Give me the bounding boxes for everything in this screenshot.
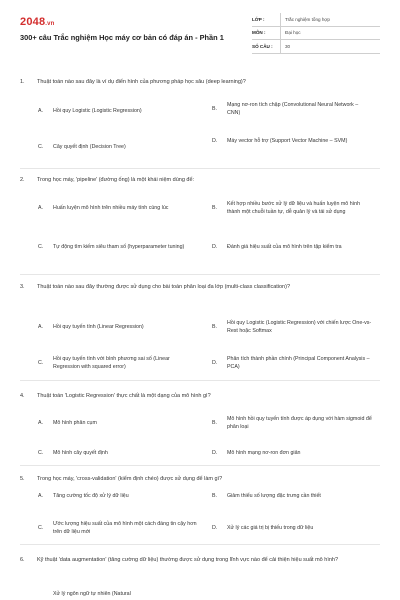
option-5d[interactable] <box>212 525 372 533</box>
option-letter: D. <box>212 244 218 250</box>
divider <box>20 465 380 466</box>
meta-value: Trắc nghiệm tổng hợp <box>280 13 330 26</box>
meta-label: MÔN : <box>252 30 266 36</box>
document-title: 300+ câu Trắc nghiệm Học máy cơ bản có đáp án - Phần 1 <box>20 33 224 42</box>
option-1d[interactable] <box>212 138 372 146</box>
option-text: Cây quyết định (Decision Tree) <box>53 144 126 150</box>
divider <box>20 544 380 545</box>
divider <box>20 168 380 169</box>
option-text: Mô hình mạng nơ-ron đơn giản <box>227 450 301 456</box>
option-letter: B. <box>212 419 218 426</box>
option-5b[interactable] <box>212 493 372 501</box>
option-4a[interactable] <box>38 420 198 428</box>
question-text: Trong học máy, 'cross-validation' (kiểm định chéo) được sử dụng để làm gì? <box>37 476 223 482</box>
option-letter: B. <box>212 105 218 112</box>
option-1a[interactable] <box>38 108 198 116</box>
question-6 <box>20 556 380 564</box>
option-4b[interactable] <box>212 416 372 431</box>
meta-value: 30 <box>280 40 290 53</box>
option-letter: C. <box>38 450 44 456</box>
question-3 <box>20 283 380 291</box>
option-3a[interactable] <box>38 324 198 332</box>
option-2d[interactable] <box>212 244 372 252</box>
option-letter: B. <box>212 323 218 330</box>
option-letter: B. <box>212 204 218 211</box>
meta-table <box>252 13 380 54</box>
option-2b[interactable] <box>212 201 372 216</box>
option-text: Ước lượng hiệu suất của mô hình một cách đáng tin cậy hơn trên dữ liệu mới <box>53 521 197 535</box>
option-3d[interactable] <box>212 356 372 371</box>
question-number: 3. <box>20 284 25 290</box>
question-text: Kỹ thuật 'data augmentation' (tăng cường dữ liệu) thường được sử dụng trong lĩnh vực nào để cải thiện hiệu suất mô hình? <box>37 557 339 563</box>
question-number: 2. <box>20 177 25 183</box>
option-text: Mô hình phân cụm <box>53 420 97 426</box>
option-letter: D. <box>212 525 218 531</box>
option-3b[interactable] <box>212 320 372 335</box>
question-1 <box>20 78 380 86</box>
option-4d[interactable] <box>212 450 372 458</box>
meta-row-subject <box>252 27 380 41</box>
option-letter: C. <box>38 244 44 250</box>
option-letter: D. <box>212 450 218 456</box>
question-text: Thuật toán nào sau đây là ví dụ điển hình của phương pháp học sâu (deep learning)? <box>37 79 246 85</box>
meta-label: SỐ CÂU : <box>252 43 273 49</box>
meta-row-class <box>252 13 380 27</box>
logo-text: 2048 <box>20 16 46 28</box>
option-letter: C. <box>38 359 44 366</box>
option-letter: C. <box>38 524 44 531</box>
option-text: Hồi quy Logistic (Logistic Regression) <box>53 108 142 114</box>
question-2 <box>20 176 380 184</box>
option-5a[interactable] <box>38 493 198 501</box>
option-2a[interactable] <box>38 205 198 213</box>
logo-suffix: .vn <box>45 21 55 27</box>
option-letter: B. <box>212 493 218 499</box>
option-text: Tự động tìm kiếm siêu tham số (hyperparameter tuning) <box>53 244 185 250</box>
option-2c[interactable] <box>38 244 198 252</box>
option-text: Kết hợp nhiều bước xử lý dữ liệu và huấn luyện mô hình thành một chuỗi tuần tự, dễ quản lý và tái sử dụng <box>227 201 361 215</box>
option-text: Xử lý các giá trị bị thiếu trong dữ liệu <box>227 525 314 531</box>
option-letter: A. <box>38 108 44 114</box>
meta-value: Đại học <box>280 27 301 40</box>
document-header <box>0 0 400 60</box>
option-letter: A. <box>38 205 44 211</box>
option-text: Giảm thiểu số lượng đặc trưng cần thiết <box>227 493 321 499</box>
option-text: Phân tích thành phần chính (Principal Component Analysis – PCA) <box>227 356 370 370</box>
option-letter: D. <box>212 138 218 144</box>
question-text: Trong học máy, 'pipeline' (đường ống) là một khái niệm dùng để: <box>37 177 195 183</box>
question-text: Thuật toán 'Logistic Regression' thực chất là một dạng của mô hình gì? <box>37 393 211 399</box>
question-4 <box>20 392 380 400</box>
option-3c[interactable] <box>38 356 198 371</box>
option-text: Máy vector hỗ trợ (Support Vector Machine – SVM) <box>227 138 348 144</box>
option-text: Tăng cường tốc độ xử lý dữ liệu <box>53 493 129 499</box>
question-number: 5. <box>20 476 25 482</box>
divider <box>20 274 380 275</box>
divider <box>20 380 380 381</box>
question-text: Thuật toán nào sau đây thường được sử dụng cho bài toán phân loại đa lớp (multi-class classification)? <box>37 284 291 290</box>
option-text: Hồi quy Logistic (Logistic Regression) với chiến lược One-vs-Rest hoặc Softmax <box>227 320 372 334</box>
option-5c[interactable] <box>38 521 198 536</box>
option-4c[interactable] <box>38 450 198 458</box>
option-letter: A. <box>38 493 44 499</box>
option-text: Hồi quy tuyến tính (Linear Regression) <box>53 324 144 330</box>
option-text: Đánh giá hiệu suất của mô hình trên tập kiểm tra <box>227 244 342 250</box>
site-logo[interactable] <box>20 16 55 28</box>
option-1b[interactable] <box>212 102 372 117</box>
option-text: Xử lý ngôn ngữ tự nhiên (Natural <box>53 591 131 597</box>
option-text: Huấn luyện mô hình trên nhiều máy tính cùng lúc <box>53 205 169 211</box>
meta-row-count <box>252 40 380 54</box>
option-text: Mô hình hồi quy tuyến tính được áp dụng với hàm sigmoid để phân loại <box>227 416 372 430</box>
option-1c[interactable] <box>38 144 198 152</box>
option-letter: A. <box>38 420 44 426</box>
option-text: Mô hình cây quyết định <box>53 450 108 456</box>
option-letter: D. <box>212 359 218 366</box>
question-number: 4. <box>20 393 25 399</box>
question-number: 6. <box>20 557 25 563</box>
meta-label: LỚP : <box>252 16 265 22</box>
option-letter: C. <box>38 144 44 150</box>
option-text: Hồi quy tuyến tính với bình phương sai số (Linear Regression with squared error) <box>53 356 170 370</box>
option-6a[interactable] <box>38 591 198 599</box>
option-text: Mạng nơ-ron tích chập (Convolutional Neural Network – CNN) <box>227 102 359 116</box>
question-number: 1. <box>20 79 25 85</box>
question-5 <box>20 475 380 483</box>
option-letter: A. <box>38 324 44 330</box>
